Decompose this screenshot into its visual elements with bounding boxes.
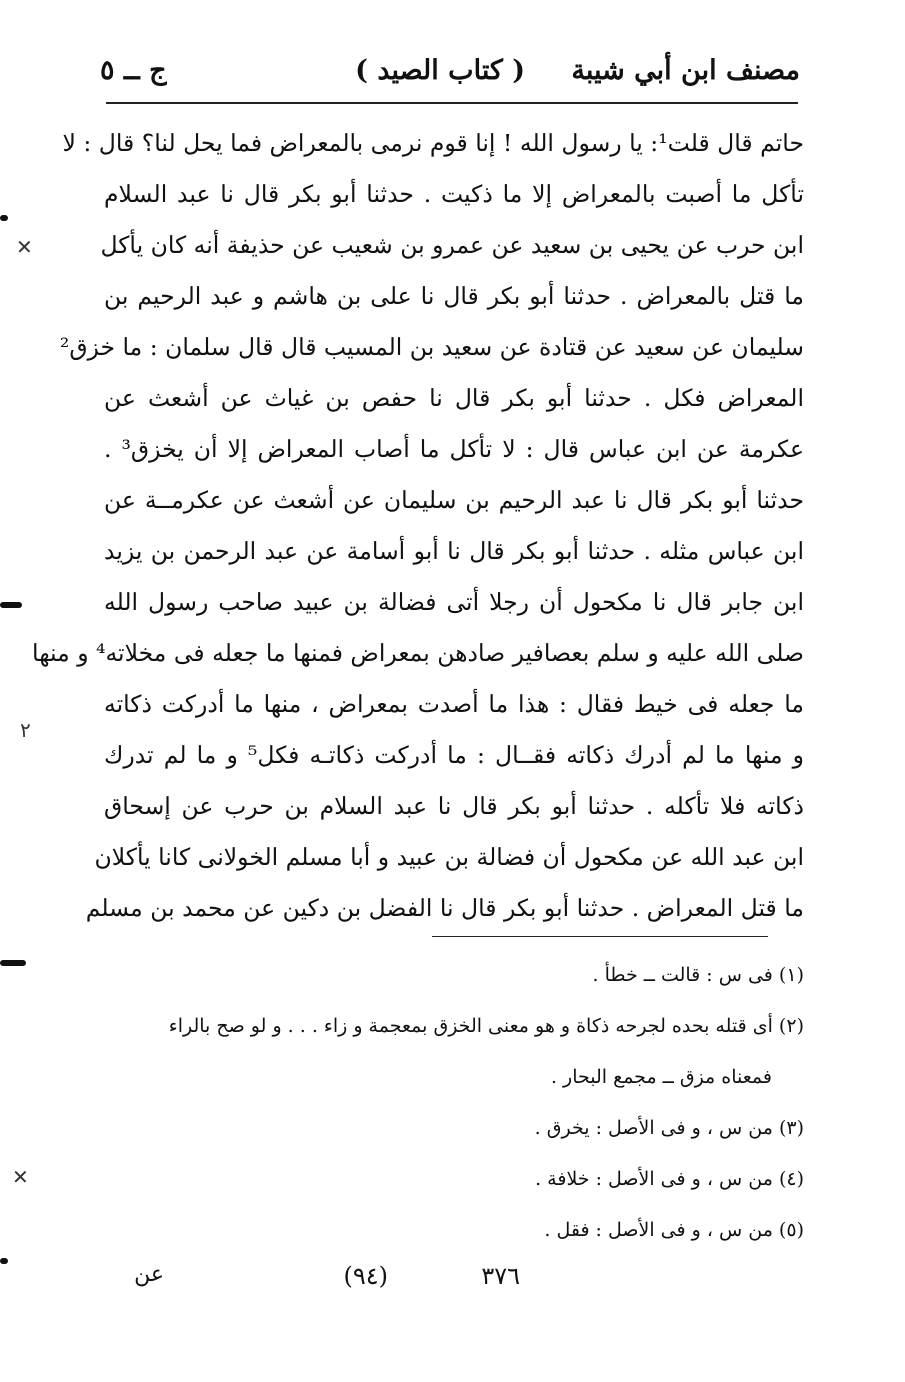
book-title: مصنف ابن أبي شيبة (571, 55, 800, 86)
footnote-3: (٣) من س ، و فى الأصل : يخرق . (534, 1117, 804, 1139)
footnote-2-continuation: فمعناه مزق ــ مجمع البحار . (550, 1066, 772, 1088)
page-footer (100, 1262, 520, 1302)
text-line: تأكل ما أصبت بالمعراض إلا ما ذكيت . حدثنا أبو بكر قال نا عبد السلام (104, 180, 804, 208)
margin-note-mark: ٢ (20, 718, 31, 742)
text-line: سليمان عن سعيد عن قتادة عن سعيد بن المسيب قال قال سلمان : ما خزق² (59, 333, 804, 361)
footnotes (104, 950, 804, 1256)
chapter-title: ( كتاب الصيد ) (355, 55, 525, 86)
text-line: ابن جابر قال نا مكحول أن رجلا أتى فضالة بن عبيد صاحب رسول الله (104, 588, 804, 616)
binding-mark (0, 1258, 8, 1264)
footnote-2: (٢) أى قتله بحده لجرحه ذكاة و هو معنى الخزق بمعجمة و زاء . . . و لو صح بالراء (168, 1015, 804, 1037)
text-line: ما قتل بالمعراض . حدثنا أبو بكر قال نا على بن هاشم و عبد الرحيم بن (104, 282, 804, 310)
binding-mark (0, 602, 22, 608)
footnote-5: (٥) من س ، و فى الأصل : فقل . (544, 1219, 804, 1241)
manuscript-number: (٩٤) (343, 1262, 388, 1290)
text-line: المعراض فكل . حدثنا أبو بكر قال نا حفص بن غياث عن أشعث عن (104, 384, 805, 412)
text-line: ما جعله فى خيط فقال : هذا ما أصدت بمعراض ، منها ما أدركت ذكاته (104, 690, 804, 718)
volume-number: ج ــ ٥ (100, 55, 167, 86)
text-line: حدثنا أبو بكر قال نا عبد الرحيم بن سليمان عن أشعث عن عكرمــة عن (104, 486, 804, 514)
text-line: صلى الله عليه و سلم بعصافير صادهن بمعراض فمنها ما جعله فى مخلاته⁴ و منها (32, 639, 804, 667)
text-line: حاتم قال قلت¹: يا رسول الله ! إنا قوم نرمى بالمعراض فما يحل لنا؟ قال : لا (62, 129, 804, 157)
text-line: ابن عباس مثله . حدثنا أبو بكر قال نا أبو أسامة عن عبد الرحمن بن يزيد (104, 537, 804, 565)
main-text (32, 118, 805, 934)
margin-scribble: ✕ (16, 235, 33, 259)
catchword: عن (134, 1262, 164, 1287)
text-line: ما قتل المعراض . حدثنا أبو بكر قال نا الفضل بن دكين عن محمد بن مسلم (85, 894, 804, 922)
page-number: ٣٧٦ (481, 1262, 520, 1290)
running-header (100, 55, 800, 95)
margin-marks (0, 0, 50, 1382)
text-line: و منها ما لم أدرك ذكاته فقــال : ما أدركت ذكاتـه فكل⁵ و ما لم تدرك (104, 741, 804, 769)
text-line: ابن حرب عن يحيى بن سعيد عن عمرو بن شعيب عن حذيفة أنه كان يأكل (100, 231, 804, 259)
binding-mark (0, 960, 26, 966)
text-line: عكرمة عن ابن عباس قال : لا تأكل ما أصاب المعراض إلا أن يخزق³ . (104, 435, 804, 463)
text-line: ابن عبد الله عن مكحول أن فضالة بن عبيد و أبا مسلم الخولانى كانا يأكلان (94, 843, 804, 871)
text-line: ذكاته فلا تأكله . حدثنا أبو بكر قال نا عبد السلام بن حرب عن إسحاق (104, 792, 804, 820)
footnote-rule (432, 936, 768, 937)
margin-scribble: ✕ (12, 1165, 29, 1189)
footnote-1: (١) فى س : قالت ــ خطأ . (592, 964, 804, 986)
binding-mark (0, 215, 8, 221)
footnote-4: (٤) من س ، و فى الأصل : خلافة . (535, 1168, 804, 1190)
header-rule (106, 102, 798, 104)
